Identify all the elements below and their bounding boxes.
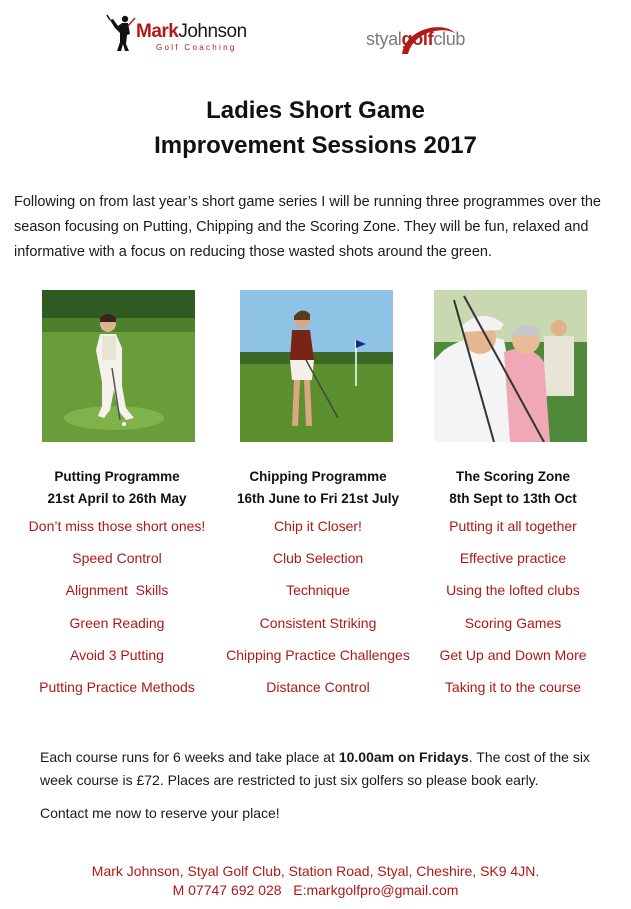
topic-item: Consistent Striking	[259, 614, 377, 631]
topic-item: Scoring Games	[464, 614, 562, 631]
programme-dates: 16th June to Fri 21st July	[236, 491, 400, 506]
session-time: 10.00am on Fridays	[338, 749, 469, 765]
topic-item: Chip it Closer!	[274, 518, 362, 534]
programme-dates: 21st April to 26th May	[47, 491, 187, 506]
golfer-silhouette-icon	[106, 14, 136, 52]
scoring-zone-photo	[434, 290, 587, 442]
topic-item: Putting it all together	[449, 518, 577, 534]
topic-item: Distance Control	[266, 678, 370, 695]
topic-item: Technique	[286, 582, 350, 599]
topic-item: Chipping Practice Challenges	[226, 646, 410, 663]
topic-item: Don’t miss those short ones!	[28, 518, 206, 534]
topic-item: Green Reading	[69, 614, 165, 631]
contact-call-to-action: Contact me now to reserve your place!	[40, 805, 280, 821]
programme-name: Putting Programme	[54, 469, 180, 484]
topic-item: Alignment Skills	[65, 582, 169, 599]
programme-name: Chipping Programme	[249, 469, 387, 484]
mark-johnson-logo	[106, 14, 264, 54]
topic-item: Speed Control	[72, 550, 162, 567]
chipping-photo	[240, 290, 393, 442]
page-title-line2: Improvement Sessions 2017	[154, 132, 477, 159]
putting-photo	[42, 290, 195, 442]
styal-golf-club-logo	[366, 24, 490, 58]
topic-item: Get Up and Down More	[439, 646, 587, 663]
styal-logo-text: styalgolfclub	[366, 29, 466, 49]
programme-name: The Scoring Zone	[455, 469, 570, 484]
course-details-paragraph: Each course runs for 6 weeks and take place at 10.00am on Fridays. The cost of the six week course is £72. Places are restricted to just six golfers so please book early.	[40, 749, 590, 788]
footer-address: Mark Johnson, Styal Golf Club, Station Road, Styal, Cheshire, SK9 4JN.	[91, 863, 540, 879]
topic-item: Club Selection	[272, 550, 364, 567]
page-title-line1: Ladies Short Game	[206, 97, 425, 124]
topic-item: Effective practice	[459, 550, 567, 567]
footer-phone: M 07747 692 028	[172, 882, 282, 898]
footer-email: E:markgolfpro@gmail.com	[293, 882, 459, 898]
scoring-zone-column	[408, 466, 618, 711]
topic-item: Using the lofted clubs	[446, 582, 580, 599]
topic-item: Avoid 3 Putting	[70, 646, 164, 663]
logo-brand-name: MarkJohnson	[136, 21, 247, 42]
programme-topic-list	[12, 518, 222, 711]
topic-item: Taking it to the course	[444, 678, 582, 695]
chipping-programme-column	[213, 466, 423, 711]
intro-paragraph: Following on from last year’s short game series I will be running three programmes over the season focusing on Putting, Chipping and the Scoring Zone. They will be fun, relaxed and informative with a focus on reducing those wasted shots around the green.	[14, 194, 601, 260]
programme-dates: 8th Sept to 13th Oct	[449, 491, 577, 506]
footer-phone-email	[0, 881, 631, 900]
footer-contact	[0, 862, 631, 900]
programme-topic-list	[408, 518, 618, 711]
putting-programme-column	[12, 466, 222, 711]
logo-tagline: Golf Coaching	[156, 43, 237, 52]
topic-item: Putting Practice Methods	[39, 678, 195, 695]
programme-topic-list	[213, 518, 423, 711]
